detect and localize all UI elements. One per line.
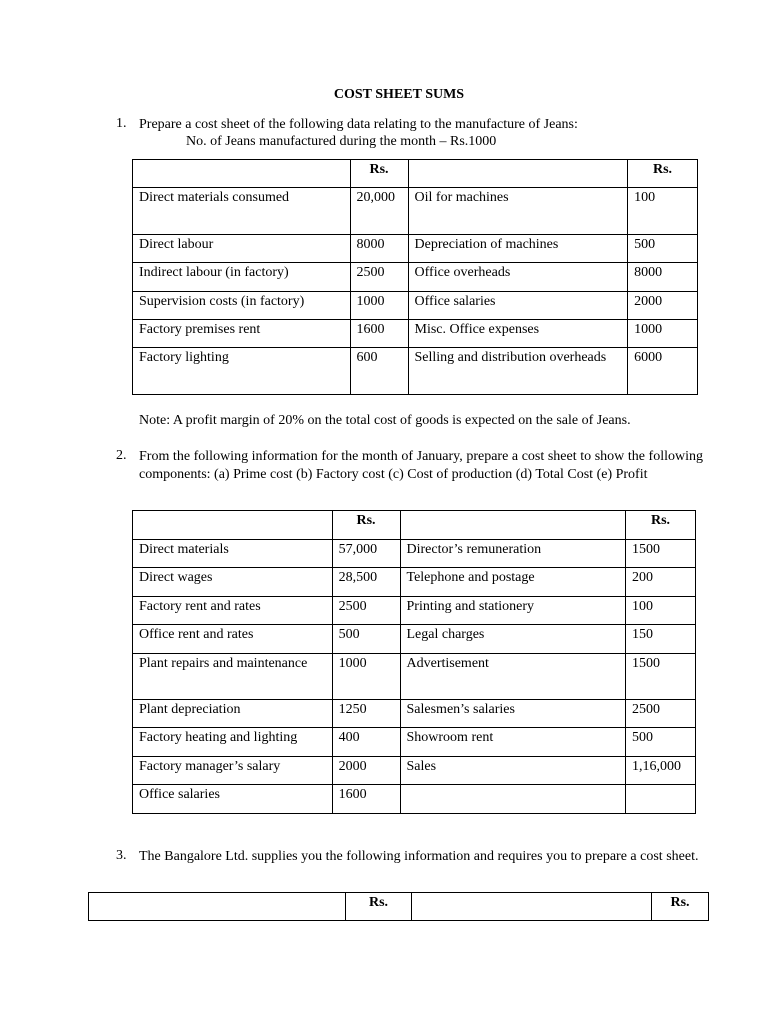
q1-header-cell [133,160,351,188]
row-amount-cell: 150 [626,625,696,654]
row-amount-cell: 1250 [332,700,400,728]
q2-header-rs: Rs. [626,511,696,540]
row-amount-cell: 1600 [350,320,408,348]
q3-table [88,892,709,921]
table-row [133,757,696,785]
q1-header-row [133,160,698,188]
q3-header-cell [412,893,652,921]
q1-note: Note: A profit margin of 20% on the total cost of goods is expected on the sale of Jeans. [139,413,631,428]
row-amount-cell: 2500 [626,700,696,728]
row-amount-cell: 500 [332,625,400,654]
row-amount-cell: 1500 [626,540,696,568]
row-item-cell: Plant depreciation [133,700,333,728]
table-row [133,188,698,235]
table-row [133,654,696,700]
row-item-cell: Office salaries [408,292,628,320]
row-amount-cell: 100 [626,597,696,625]
table-row [133,292,698,320]
row-amount-cell: 2000 [628,292,698,320]
row-amount-cell: 1000 [350,292,408,320]
row-item-cell [400,785,626,814]
q1-header-cell [408,160,628,188]
q1-header-rs: Rs. [350,160,408,188]
row-item-cell: Printing and stationery [400,597,626,625]
row-amount-cell: 500 [628,235,698,263]
q3-header-rs: Rs. [345,893,412,921]
row-amount-cell: 1,16,000 [626,757,696,785]
q2-table [132,510,696,814]
table-row [133,728,696,757]
row-amount-cell: 400 [332,728,400,757]
table-row [133,597,696,625]
row-item-cell: Showroom rent [400,728,626,757]
row-amount-cell: 6000 [628,348,698,395]
table-row [133,320,698,348]
row-item-cell: Supervision costs (in factory) [133,292,351,320]
q2-header-rs: Rs. [332,511,400,540]
table-row [133,625,696,654]
row-item-cell: Factory rent and rates [133,597,333,625]
q3-number: 3. [116,848,127,863]
q2-header-row [133,511,696,540]
row-item-cell: Depreciation of machines [408,235,628,263]
q3-header-rs: Rs. [652,893,709,921]
table-row [133,263,698,292]
q2-header-cell [400,511,626,540]
row-amount-cell: 20,000 [350,188,408,235]
table-row [133,568,696,597]
row-item-cell: Direct wages [133,568,333,597]
row-amount-cell: 8000 [350,235,408,263]
table-row [133,235,698,263]
row-item-cell: Legal charges [400,625,626,654]
row-amount-cell: 2500 [350,263,408,292]
q3-header-row [89,893,709,921]
table-row [133,785,696,814]
q3-instruction: The Bangalore Ltd. supplies you the following information and requires you to prepare a cost sheet. [139,849,699,864]
row-amount-cell: 1000 [332,654,400,700]
table-row [133,348,698,395]
row-item-cell: Office salaries [133,785,333,814]
row-item-cell: Direct materials consumed [133,188,351,235]
row-item-cell: Misc. Office expenses [408,320,628,348]
table-row [133,700,696,728]
row-item-cell: Factory manager’s salary [133,757,333,785]
row-item-cell: Factory heating and lighting [133,728,333,757]
row-item-cell: Direct materials [133,540,333,568]
row-amount-cell: 2500 [332,597,400,625]
q1-table [132,159,698,395]
q1-header-rs: Rs. [628,160,698,188]
row-amount-cell: 28,500 [332,568,400,597]
page-title: COST SHEET SUMS [333,87,465,102]
row-item-cell: Sales [400,757,626,785]
row-amount-cell: 500 [626,728,696,757]
row-amount-cell: 1600 [332,785,400,814]
row-item-cell: Telephone and postage [400,568,626,597]
row-item-cell: Plant repairs and maintenance [133,654,333,700]
row-item-cell: Factory lighting [133,348,351,395]
row-item-cell: Factory premises rent [133,320,351,348]
row-amount-cell: 100 [628,188,698,235]
row-amount-cell: 200 [626,568,696,597]
row-item-cell: Advertisement [400,654,626,700]
q1-number: 1. [116,116,127,131]
row-item-cell: Office overheads [408,263,628,292]
row-item-cell: Office rent and rates [133,625,333,654]
row-amount-cell: 1000 [628,320,698,348]
q2-instruction: From the following information for the month of January, prepare a cost sheet to show the following components: (a) Prime cost (b) Factory cost (c) Cost of production (d) Total Cost (e) Profit [139,449,703,482]
row-item-cell: Indirect labour (in factory) [133,263,351,292]
row-amount-cell: 57,000 [332,540,400,568]
row-item-cell: Director’s remuneration [400,540,626,568]
row-amount-cell: 600 [350,348,408,395]
row-item-cell: Oil for machines [408,188,628,235]
row-item-cell: Selling and distribution overheads [408,348,628,395]
q3-header-cell [89,893,346,921]
row-item-cell: Salesmen’s salaries [400,700,626,728]
row-amount-cell: 1500 [626,654,696,700]
q2-header-cell [133,511,333,540]
table-row [133,540,696,568]
row-amount-cell: 2000 [332,757,400,785]
row-amount-cell [626,785,696,814]
q2-number: 2. [116,448,127,463]
row-item-cell: Direct labour [133,235,351,263]
q1-instruction: Prepare a cost sheet of the following data relating to the manufacture of Jeans: [139,117,578,132]
q1-subtitle: No. of Jeans manufactured during the month – Rs.1000 [186,134,497,149]
row-amount-cell: 8000 [628,263,698,292]
